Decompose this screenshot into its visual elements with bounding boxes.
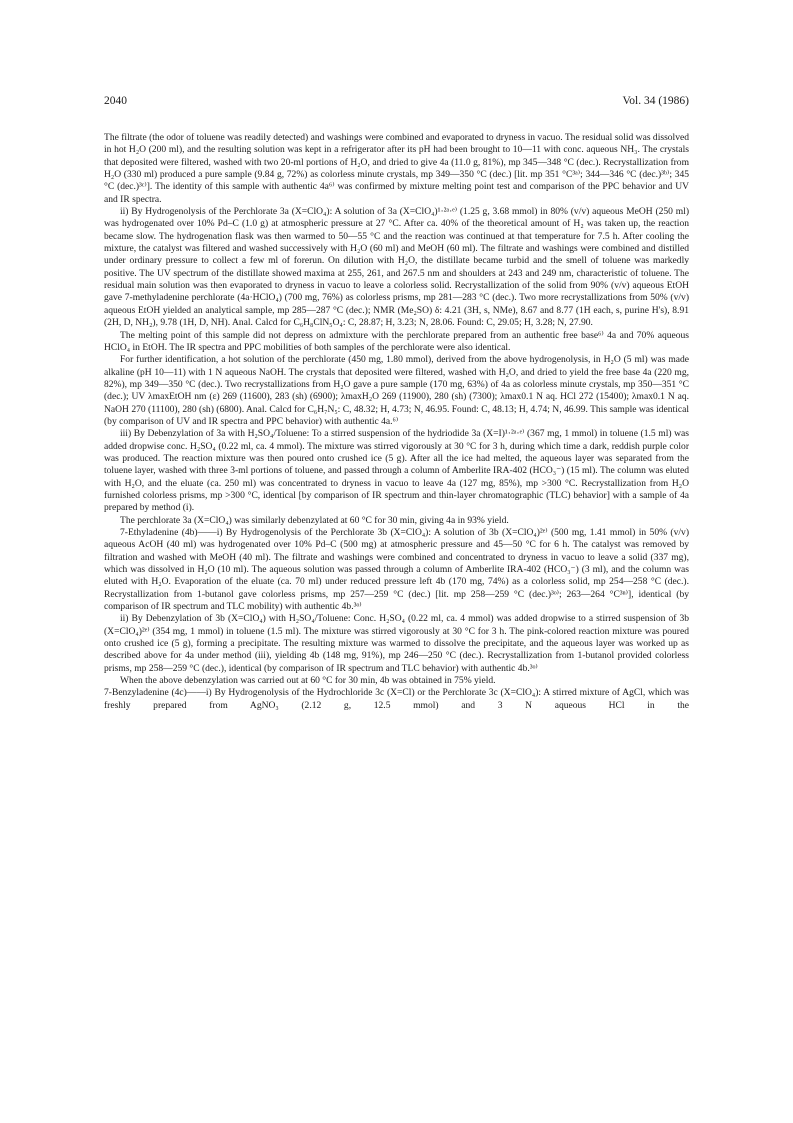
page-number: 2040 bbox=[104, 95, 127, 107]
paragraph: The filtrate (the odor of toluene was readily detected) and washings were combined and evaporated to dryness in vacuo. The residual solid was dissolved in hot H₂O (200 ml), and the resulting solution was kept in a refrigerator after its pH had been brought to 10—11 with conc. aqueous NH₃. The crystals that deposited were filtered, washed with two 20-ml portions of H₂O, and dried to give 4a (11.0 g, 81%), mp 345—348 °C (dec.). Recrystallization from H₂O (330 ml) produced a pure sample (9.84 g, 72%) as colorless minute crystals, mp 349—350 °C (dec.) [lit. mp 351 °C³ᵃ⁾; 344—346 °C (dec.)³ᵇ⁾; 345 °C (dec.)³ᶜ⁾]. The identity of this sample with authentic 4a⁶⁾ was confirmed by mixture melting point test and comparison of the PPC behavior and UV and IR spectra. bbox=[104, 132, 689, 205]
paragraph: The melting point of this sample did not depress on admixture with the perchlorate prepared from an authentic free base⁶⁾ 4a and 70% aqueous HClO₄ in EtOH. The IR spectra and PPC mobilities of both samples of the perchlorate were also identical. bbox=[104, 329, 689, 353]
page-header bbox=[104, 95, 689, 111]
paragraph: 7-Ethyladenine (4b)——i) By Hydrogenolysis of the Perchlorate 3b (X=ClO₄): A solution of 3b (X=ClO₄)²ᵉ⁾ (500 mg, 1.41 mmol) in 50% (v/v) aqueous AcOH (40 ml) was hydrogenated over 10% Pd–C (500 mg) at atmospheric pressure and 45—50 °C for 6 h. The catalyst was removed by filtration and washed with MeOH (40 ml). The filtrate and washings were combined and concentrated to dryness in vacuo to leave a solid (337 mg), which was dissolved in H₂O (10 ml). The aqueous solution was passed through a column of Amberlite IRA-402 (HCO₃⁻) (3 ml), and the column was eluted with H₂O. Evaporation of the eluate (ca. 70 ml) under reduced pressure left 4b (170 mg, 74%) as a colorless solid, mp 254—258 °C (dec.). Recrystallization from 1-butanol gave colorless prisms, mp 257—259 °C (dec.) [lit. mp 258—259 °C (dec.)³ᵒ⁾; 263—264 °C³ⁿ⁾], identical (by comparison of IR spectrum and TLC mobility) with authentic 4b.³ᵒ⁾ bbox=[104, 527, 689, 613]
paragraph: The perchlorate 3a (X=ClO₄) was similarly debenzylated at 60 °C for 30 min, giving 4a in 93% yield. bbox=[120, 514, 509, 526]
paragraph: 7-Benzyladenine (4c)——i) By Hydrogenolysis of the Hydrochloride 3c (X=Cl) or the Perchlorate 3c (X=ClO₄): A stirred mixture of AgCl, which was freshly prepared from AgNO₃ (2.12 g, 12.5 mmol) and 3 N aqueous HCl in the bbox=[104, 687, 689, 711]
paragraph: ii) By Hydrogenolysis of the Perchlorate 3a (X=ClO₄): A solution of 3a (X=ClO₄)¹·²ᵃ·ᵉ⁾ (1.25 g, 3.68 mmol) in 80% (v/v) aqueous MeOH (250 ml) was hydrogenated over 10% Pd–C (1.0 g) at atmospheric pressure at 27 °C. After ca. 40% of the theoretical amount of H₂ was taken up, the reaction became slow. The hydrogenation flask was then warmed to 50—55 °C and the reaction was continued at that temperature for 7.5 h. After cooling the mixture, the catalyst was filtered and washed successively with H₂O (60 ml) and MeOH (60 ml). The filtrate and washings were combined and distilled under ordinary pressure to collect a few ml of forerun. On dilution with H₂O, the distillate became turbid and the smell of toluene was markedly positive. The UV spectrum of the distillate showed maxima at 255, 261, and 267.5 nm and shoulders at 243 and 249 nm, characteristic of toluene. The residual main solution was then evaporated to dryness in vacuo to leave a colorless solid. Recrystallization of the solid from 90% (v/v) aqueous EtOH gave 7-methyladenine perchlorate (4a·HClO₄) (700 mg, 76%) as colorless prisms, mp 281—283 °C (dec.). Two more recrystallizations from 50% (v/v) aqueous EtOH yielded an analytical sample, mp 285—287 °C (dec.); NMR (Me₂SO) δ: 4.21 (3H, s, NMe), 8.67 and 8.77 (1H each, s, purine H's), 8.91 (2H, D, NH₂), 9.78 (1H, D, NH). Anal. Calcd for C₆H₈ClN₅O₄: C, 28.87; H, 3.23; N, 28.06. Found: C, 29.05; H, 3.28; N, 27.90. bbox=[104, 206, 689, 329]
volume-label: Vol. 34 (1986) bbox=[622, 95, 689, 107]
paragraph: iii) By Debenzylation of 3a with H₂SO₄/Toluene: To a stirred suspension of the hydriodide 3a (X=I)¹·²ᵃ·ᵉ⁾ (367 mg, 1 mmol) in toluene (1.5 ml) was added dropwise conc. H₂SO₄ (0.22 ml, ca. 4 mmol). The mixture was stirred vigorously at 30 °C for 3 h, during which time a dark, reddish purple color was produced. The reaction mixture was then poured onto crushed ice (5 g). After all the ice had melted, the aqueous layer was separated from the toluene layer, washed with three 3-ml portions of toluene, and passed through a column of Amberlite IRA-402 (HCO₃⁻) (15 ml). The column was eluted with H₂O, and the eluate (ca. 250 ml) was concentrated to dryness in vacuo to leave 4a (127 mg, 85%), mp >300 °C. Recrystallization from H₂O furnished colorless prisms, mp >300 °C, identical [by comparison of IR spectrum and thin-layer chromatographic (TLC) behavior] with a sample of 4a prepared by method (i). bbox=[104, 428, 689, 514]
article-body bbox=[104, 132, 689, 712]
paragraph: For further identification, a hot solution of the perchlorate (450 mg, 1.80 mmol), derived from the above hydrogenolysis, in H₂O (5 ml) was made alkaline (pH 10—11) with 1 N aqueous NaOH. The crystals that deposited were filtered, washed with H₂O, and dried to yield the free base 4a (220 mg, 82%), mp 349—350 °C (dec.). Two recrystallizations from H₂O gave a pure sample (170 mg, 63%) of 4a as colorless minute crystals, mp 350—351 °C (dec.); UV λmaxEtOH nm (ε) 269 (11600), 283 (sh) (6900); λmaxH₂O 269 (11900), 280 (sh) (7300); λmax0.1 N aq. HCl 272 (15400); λmax0.1 N aq. NaOH 270 (11100), 280 (sh) (6800). Anal. Calcd for C₆H₇N₅: C, 48.32; H, 4.73; N, 46.95. Found: C, 48.13; H, 4.74; N, 46.99. This sample was identical (by comparison of UV and IR spectra and PPC behavior) with authentic 4a.⁶⁾ bbox=[104, 354, 689, 427]
paragraph: When the above debenzylation was carried out at 60 °C for 30 min, 4b was obtained in 75% yield. bbox=[120, 675, 496, 687]
paragraph: ii) By Debenzylation of 3b (X=ClO₄) with H₂SO₄/Toluene: Conc. H₂SO₄ (0.22 ml, ca. 4 mmol) was added dropwise to a stirred suspension of 3b (X=ClO₄)²ᵉ⁾ (354 mg, 1 mmol) in toluene (1.5 ml). The mixture was stirred vigorously at 30 °C for 3 h. The pink-colored reaction mixture was poured onto crushed ice (5 g), forming a precipitate. The resulting mixture was warmed to dissolve the precipitate, and the aqueous layer was worked up as described above for 4a under method (iii), yielding 4b (148 mg, 91%), mp 246—250 °C (dec.). Recrystallization from 1-butanol provided colorless prisms, mp 258—259 °C (dec.), identical (by comparison of IR spectrum and TLC behavior) with authentic 4b.³ᵒ⁾ bbox=[104, 613, 689, 674]
